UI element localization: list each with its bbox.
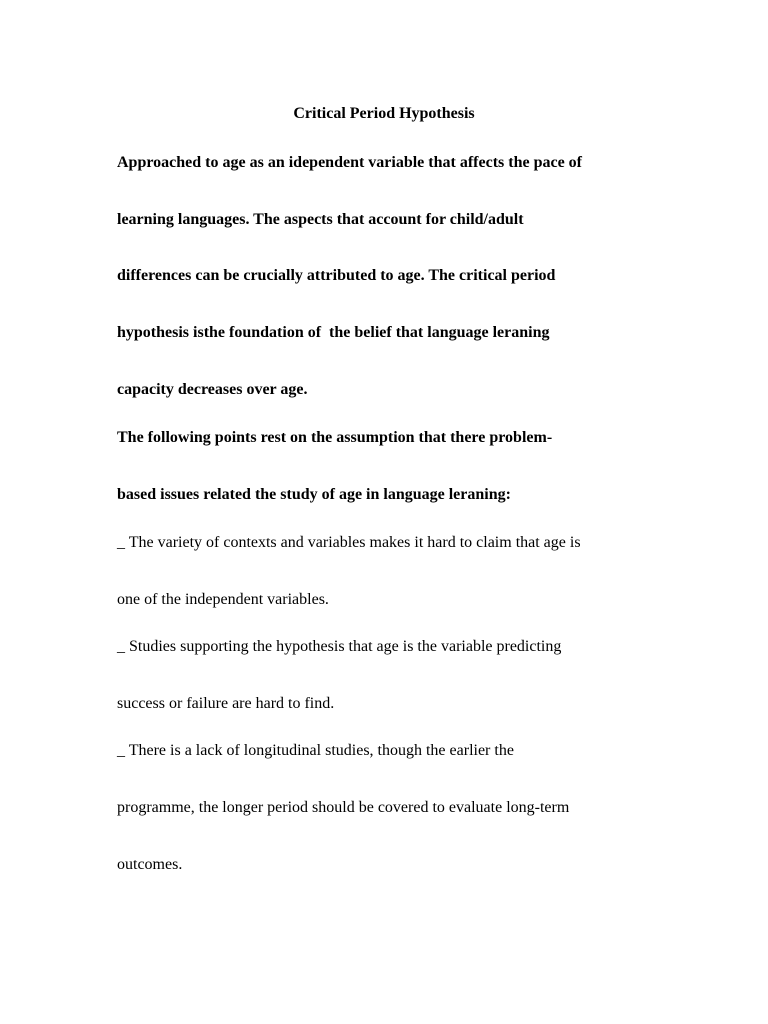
point-2-line-1: _ Studies supporting the hypothesis that age is the variable predicting [117,638,562,655]
point-2-line-2: success or failure are hard to find. [117,695,335,712]
point-3-line-3: outcomes. [117,856,183,873]
paragraph-2-line-1: The following points rest on the assumption that there problem- [117,429,553,446]
point-3-line-2: programme, the longer period should be covered to evaluate long-term [117,799,570,816]
paragraph-1-line-4: hypothesis isthe foundation of the belief that language leraning [117,324,550,341]
paragraph-1-line-1: Approached to age as an idependent variable that affects the pace of [117,154,583,171]
point-1-line-2: one of the independent variables. [117,591,329,608]
point-1-line-1: _ The variety of contexts and variables makes it hard to claim that age is [117,534,581,551]
point-3-line-1: _ There is a lack of longitudinal studies, though the earlier the [117,742,514,759]
paragraph-1-line-3: differences can be crucially attributed to age. The critical period [117,267,556,284]
document-title: Critical Period Hypothesis [293,105,475,122]
paragraph-1-line-5: capacity decreases over age. [117,381,308,398]
paragraph-1-line-2: learning languages. The aspects that account for child/adult [117,211,524,228]
paragraph-2-line-2: based issues related the study of age in language leraning: [117,486,511,503]
